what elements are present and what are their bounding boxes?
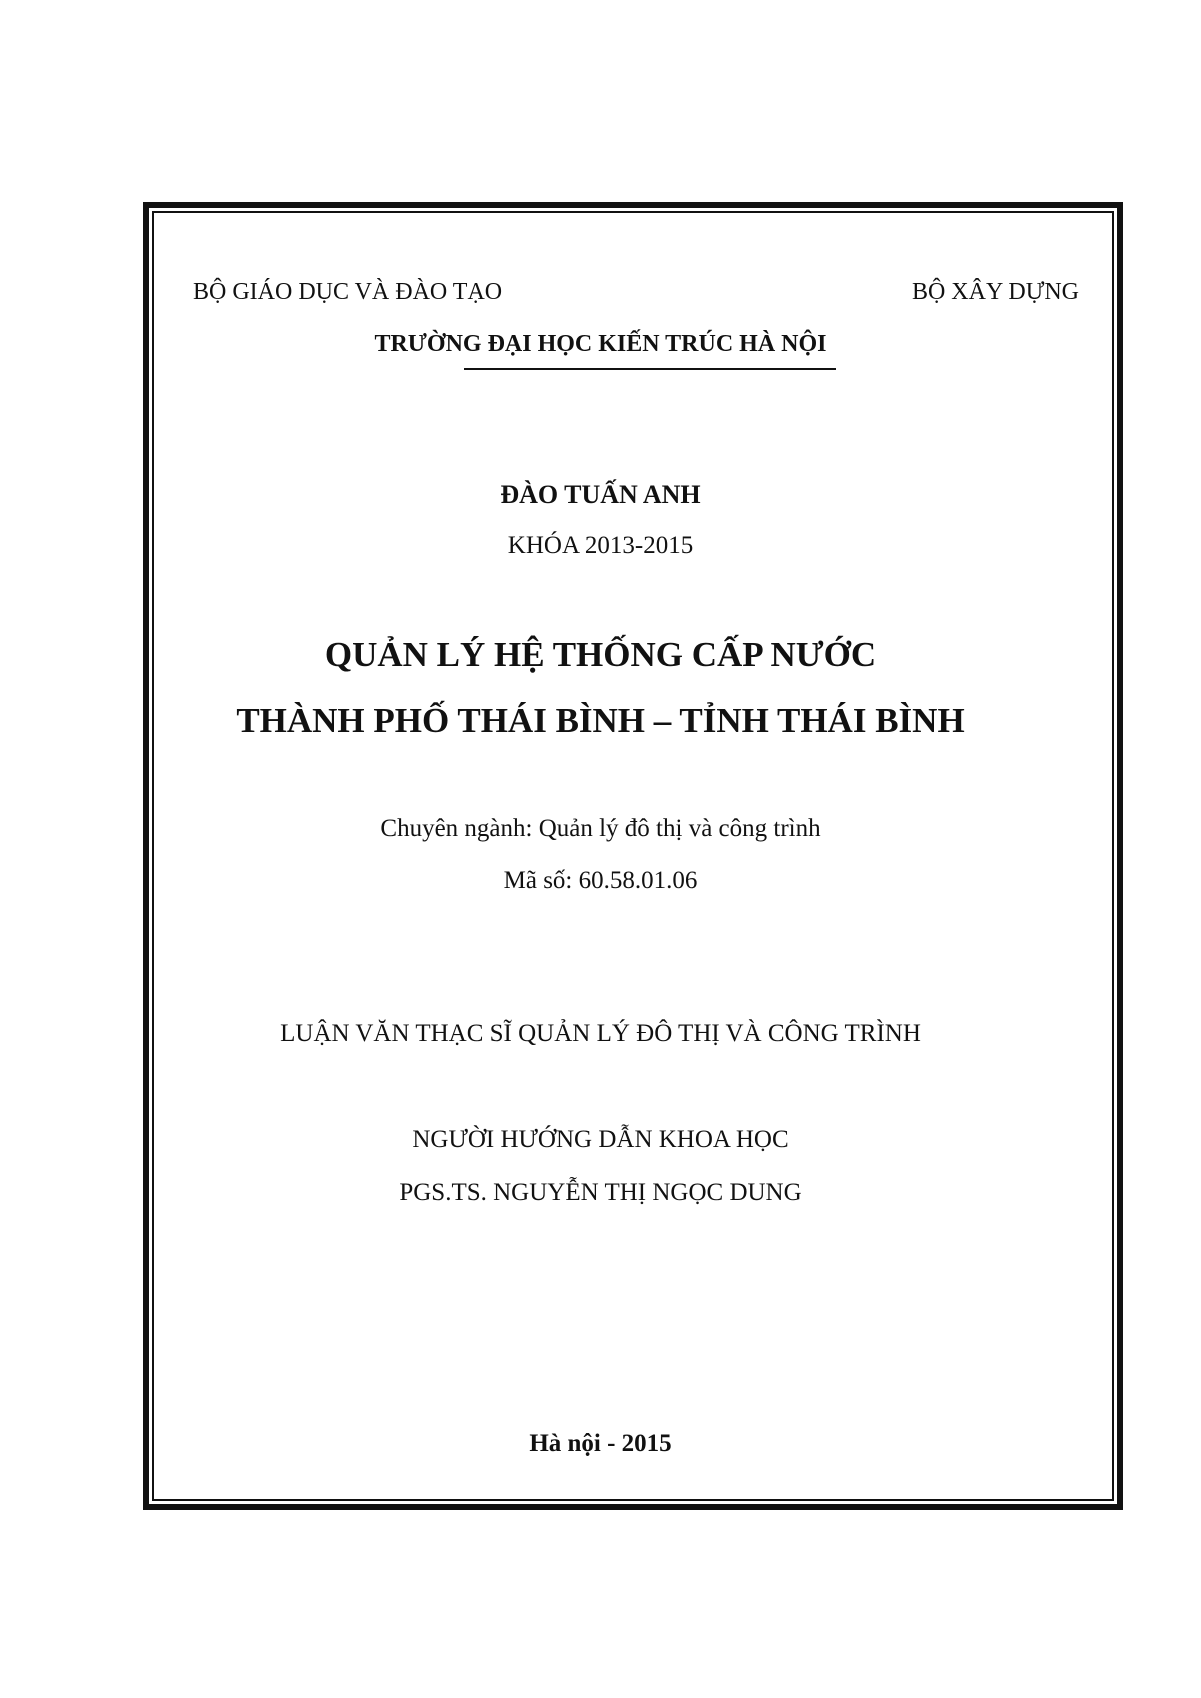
- university-name: TRƯỜNG ĐẠI HỌC KIẾN TRÚC HÀ NỘI: [374, 331, 827, 357]
- thesis-title-line-1: QUẢN LÝ HỆ THỐNG CẤP NƯỚC: [324, 635, 877, 674]
- cover-inner-border: [152, 211, 1114, 1501]
- thesis-title-line-2: THÀNH PHỐ THÁI BÌNH – TỈNH THÁI BÌNH: [236, 701, 965, 740]
- course-years: KHÓA 2013-2015: [507, 532, 694, 559]
- ministry-of-education: BỘ GIÁO DỤC VÀ ĐÀO TẠO: [193, 279, 503, 305]
- advisor-label: NGƯỜI HƯỚNG DẪN KHOA HỌC: [412, 1126, 789, 1153]
- advisor-name: PGS.TS. NGUYỄN THỊ NGỌC DUNG: [399, 1179, 802, 1206]
- ministry-of-construction: BỘ XÂY DỰNG: [911, 279, 1079, 305]
- major-code: Mã số: 60.58.01.06: [503, 867, 698, 894]
- university-underline: [464, 368, 836, 370]
- place-and-year: Hà nội - 2015: [529, 1430, 672, 1457]
- degree-type: LUẬN VĂN THẠC SĨ QUẢN LÝ ĐÔ THỊ VÀ CÔNG TRÌNH: [280, 1020, 921, 1047]
- major-field: Chuyên ngành: Quản lý đô thị và công trình: [380, 815, 821, 842]
- author-name: ĐÀO TUẤN ANH: [500, 480, 701, 509]
